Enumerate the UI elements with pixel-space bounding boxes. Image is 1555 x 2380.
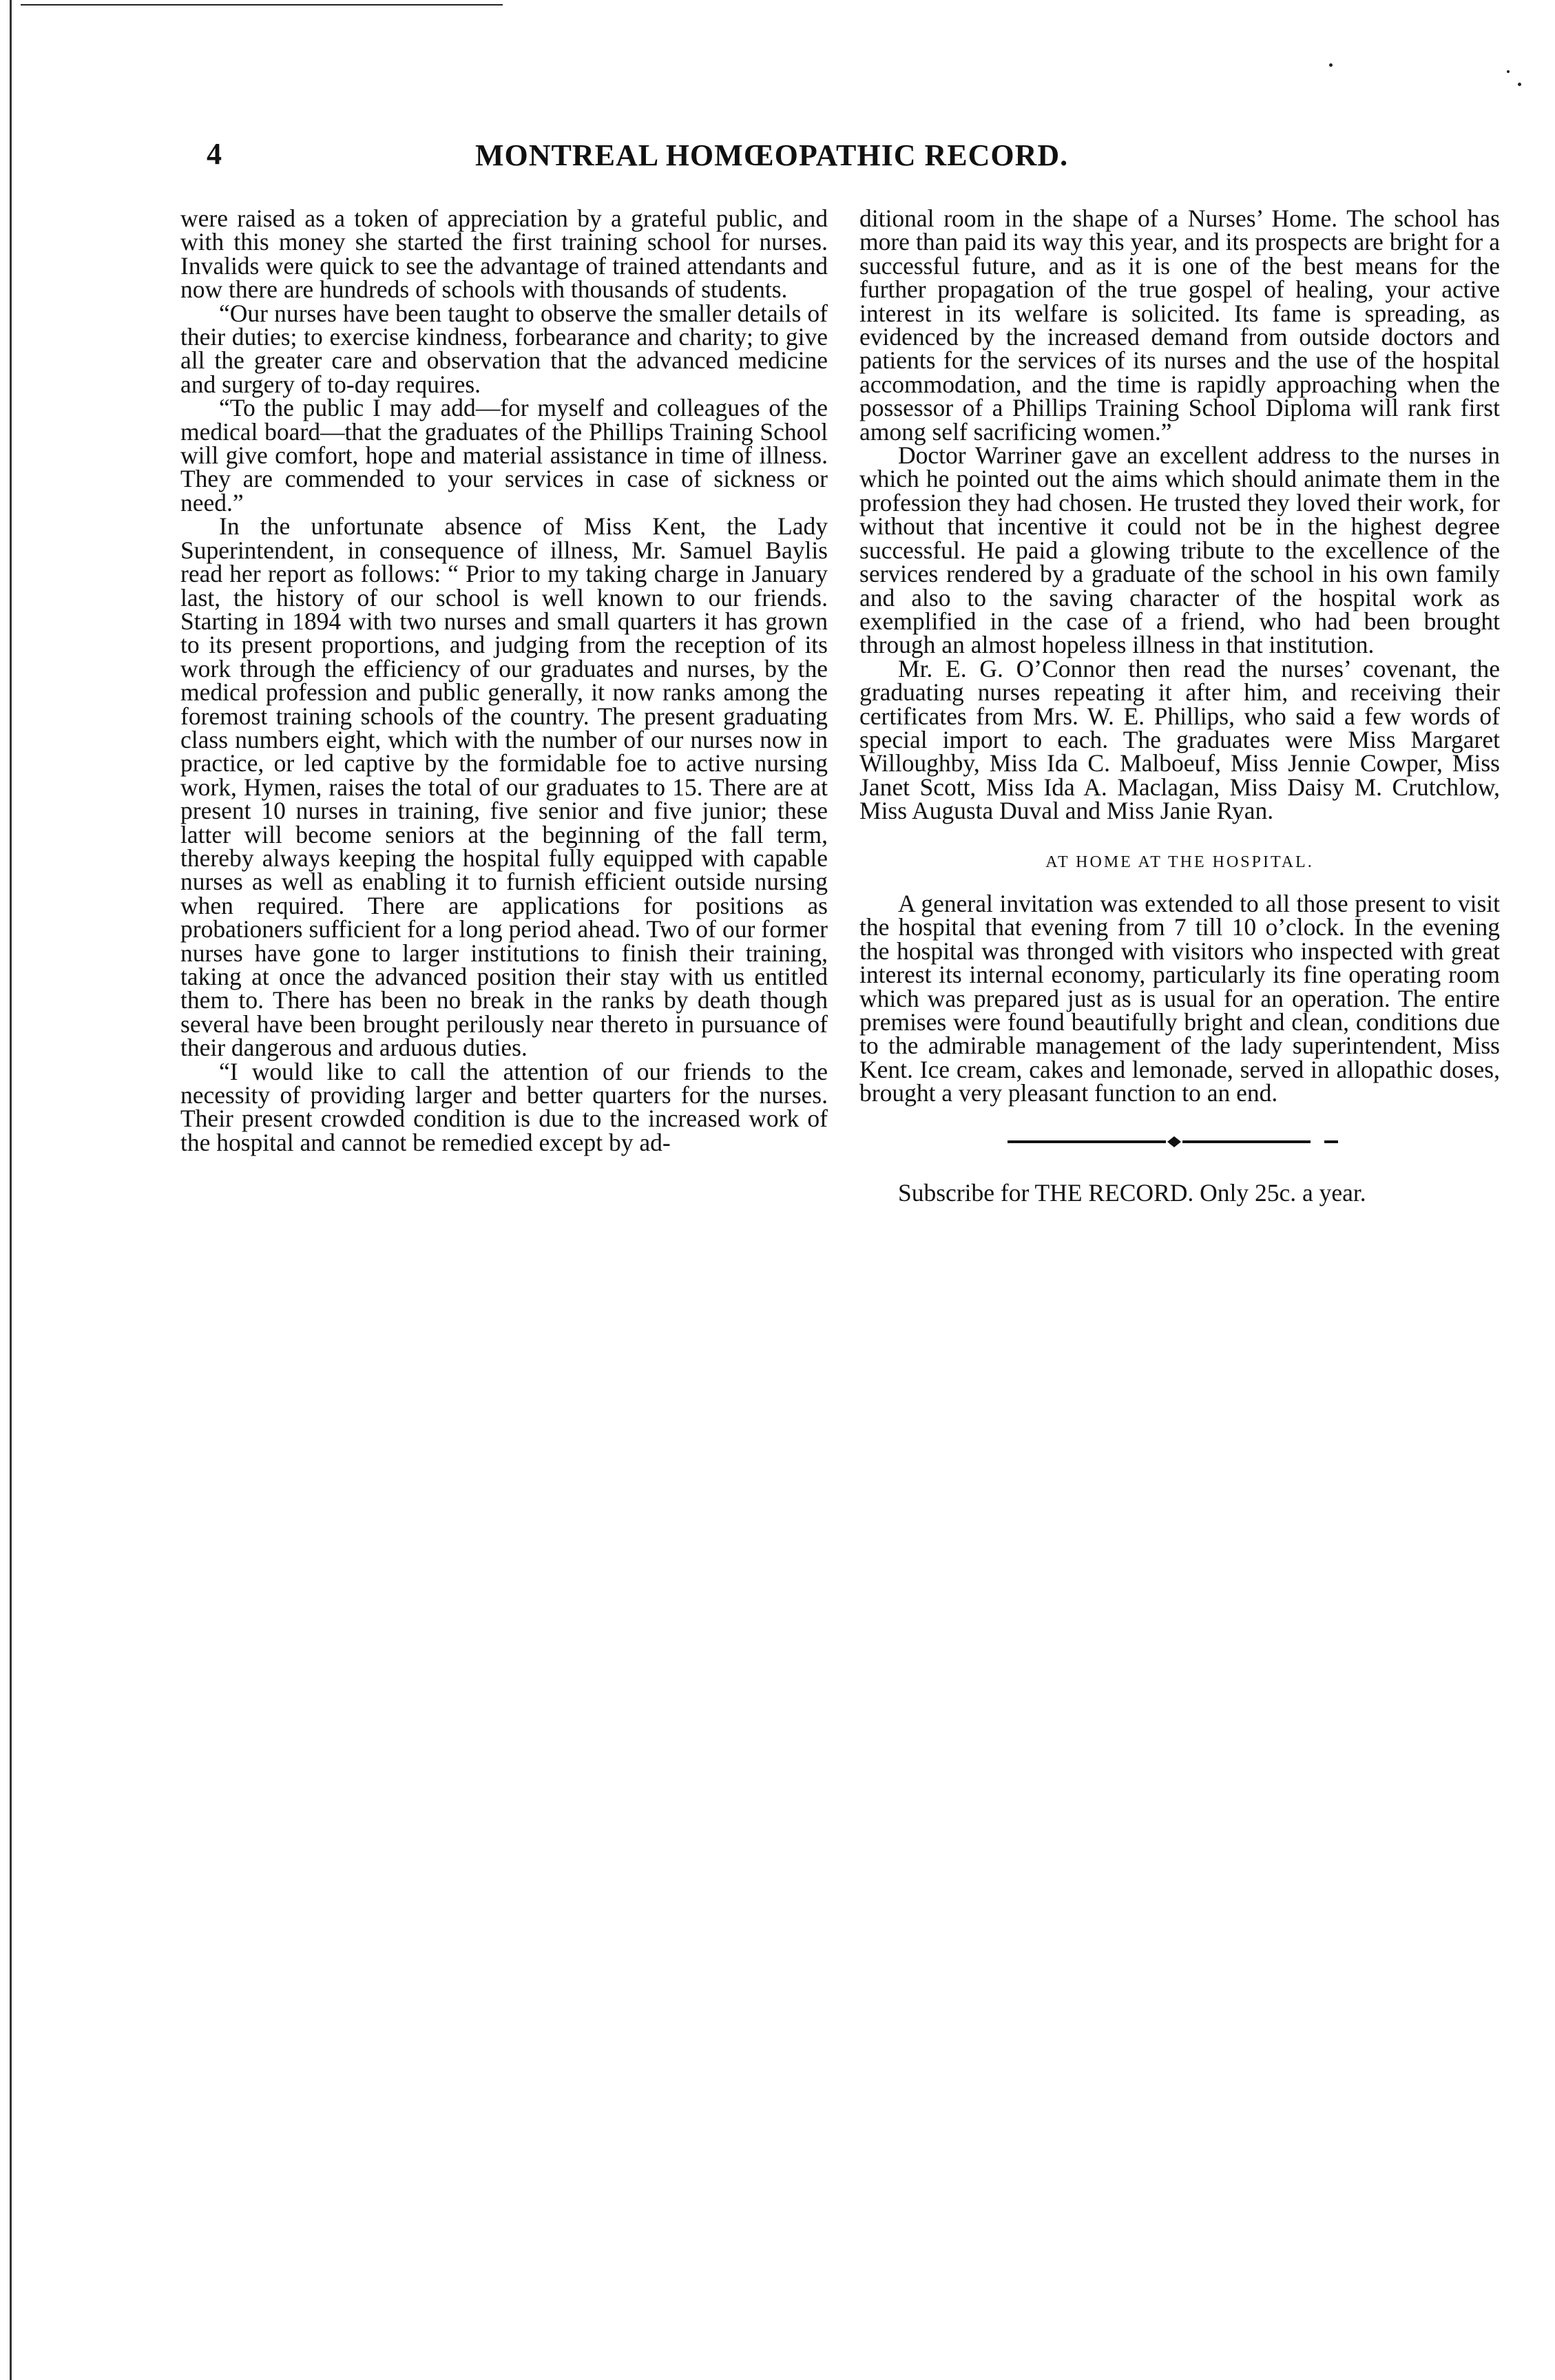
section-heading: AT HOME AT THE HOSPITAL.	[1045, 853, 1314, 871]
paragraph: “Our nurses have been taught to observe the smaller details of their duties; to exercise kindness, forbearance and charity; to give all the greater care and observation that the advanced medicine and surgery of to-day requires.	[180, 299, 828, 398]
scan-speck	[1329, 63, 1333, 67]
running-head: MONTREAL HOMŒOPATHIC RECORD.	[475, 138, 1069, 172]
paragraph: “To the public I may add—for myself and colleagues of the medical board—that the graduates of the Phillips Training School will give comfort, hope and material assistance in time of illness. They are commended to your services in case of sickness or need.”	[180, 394, 828, 516]
paragraph: In the unfortunate absence of Miss Kent, the Lady Superintendent, in consequence of illness, Mr. Samuel Baylis read her report as follows: “ Prior to my taking charge in January last, the history of our school is well known to our friends. Starting in 1894 with two nurses and small quarters it has grown to its present proportions, and judging from the reception of its work through the efficiency of our graduates and nurses, by the medical profession and public generally, it now ranks among the foremost training schools of the country. The present graduating class numbers eight, which with the number of our nurses now in practice, or led captive by the formidable foe to active nursing work, Hymen, raises the total of our graduates to 15. There are at present 10 nurses in training, five senior and five junior; these latter will become seniors at the beginning of the fall term, thereby always keeping the hospital fully equipped with capable nurses as well as enabling it to furnish efficient outside nursing when required. There are applications for positions as probationers sufficient for a long period ahead. Two of our former nurses have gone to larger institutions to finish their training, taking at once the advanced position their stay with us entitled them to. There has been no break in the ranks by death though several have been brought perilously near thereto in pursuance of their dangerous and arduous duties.	[180, 512, 828, 1062]
diamond-rule-icon	[1001, 1134, 1359, 1150]
scan-edge-top	[21, 4, 503, 6]
paragraph: Doctor Warriner gave an excellent address to the nurses in which he pointed out the aims which should animate them in the profession they had chosen. He trusted they loved their work, for without that incentive it could not be in the highest degree successful. He paid a glowing tribute to the excellence of the services rendered by a graduate of the school in his own family and also to the saving character of the hospital work as exemplified in the case of a friend, who had been brought through an almost hopeless illness in that institution.	[859, 441, 1500, 659]
paragraph: were raised as a token of appreciation by a grateful public, and with this money she started the first training school for nurses. Invalids were quick to see the advantage of trained attendants and now there are hundreds of schools with thousands of students.	[180, 205, 828, 304]
ornamental-rule	[859, 1130, 1500, 1154]
paragraph: A general invitation was extended to all those present to visit the hospital that evening from 7 till 10 o’clock. In the evening the hospital was thronged with visitors who inspected with great interest its internal economy, particularly its fine operating room which was prepared just as is usual for an operation. The entire premises were found beautifully bright and clean, conditions due to the admirable management of the lady superintendent, Miss Kent. Ice cream, cakes and lemonade, served in allopathic doses, brought a very pleasant function to an end.	[859, 889, 1500, 1107]
paragraph: “I would like to call the attention of our friends to the necessity of providing larger and better quarters for the nurses. Their present crowded condition is due to the increased work of the hospital and cannot be remedied except by ad-	[180, 1057, 828, 1156]
scan-edge-left	[10, 0, 12, 2380]
paragraph: ditional room in the shape of a Nurses’ Home. The school has more than paid its way this year, and its prospects are bright for a successful future, and as it is one of the best means for the further propagation of the true gospel of healing, your active interest in its welfare is solicited. Its fame is spreading, as evidenced by the increased demand from outside doctors and patients for the services of its nurses and the use of the hospital accommodation, and the time is rapidly approaching when the possessor of a Phillips Training School Diploma will rank first among self sacrificing women.”	[859, 205, 1500, 446]
right-column	[859, 205, 1500, 1207]
scan-speck	[1518, 83, 1521, 86]
page-number: 4	[207, 137, 222, 171]
page-header	[207, 131, 1308, 186]
scan-speck	[1507, 70, 1510, 73]
left-column	[180, 207, 828, 1154]
paragraph: Mr. E. G. O’Connor then read the nurses’ covenant, the graduating nurses repeating it after him, and receiving their certificates from Mrs. W. E. Phillips, who said a few words of special import to each. The graduates were Miss Margaret Willoughby, Miss Ida C. Malboeuf, Miss Jennie Cowper, Miss Janet Scott, Miss Ida A. Maclagan, Miss Daisy M. Crutchlow, Miss Augusta Duval and Miss Janie Ryan.	[859, 654, 1500, 825]
subscribe-note: Subscribe for THE RECORD. Only 25c. a year.	[898, 1179, 1366, 1207]
